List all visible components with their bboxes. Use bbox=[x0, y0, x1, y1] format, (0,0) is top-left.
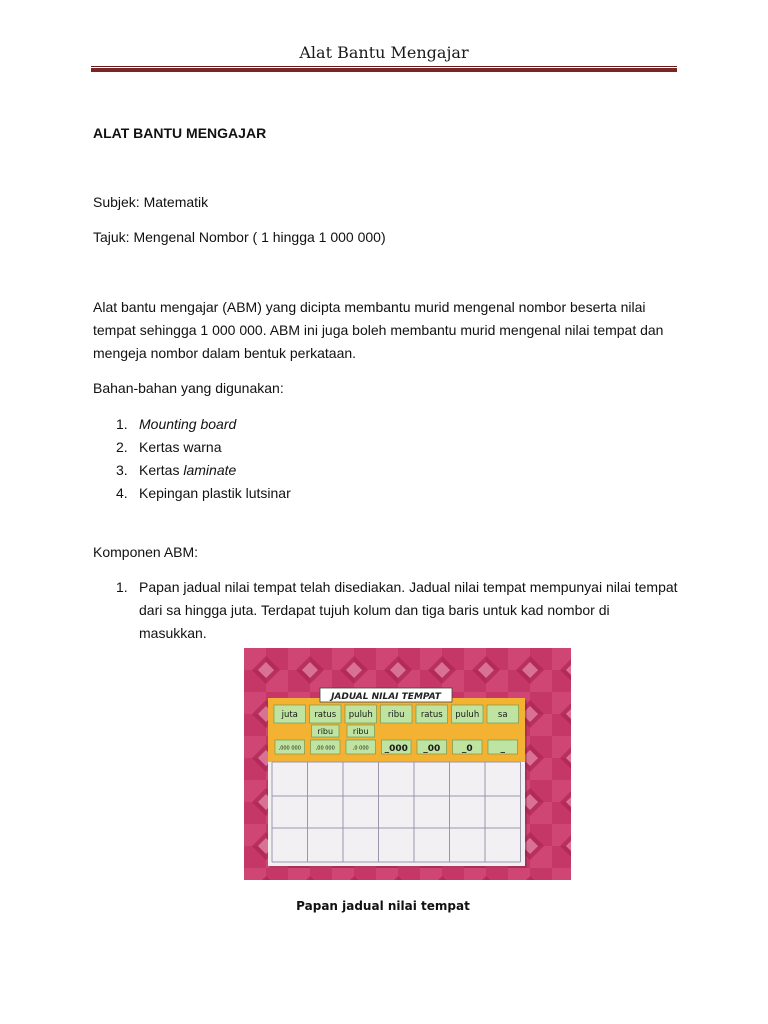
column-number-card: ,00 000 bbox=[315, 745, 335, 752]
intro-paragraph: Alat bantu mengajar (ABM) yang dicipta membantu murid mengenal nombor beserta nilai tempat sehingga 1 000 000. ABM ini juga boleh membantu murid mengenal nilai tempat dan mengeja nombor dalam bentuk perkataan. bbox=[93, 299, 664, 361]
list-text-italic: laminate bbox=[183, 462, 237, 478]
column-number-card: _000 bbox=[384, 744, 408, 754]
column-label: juta bbox=[281, 710, 298, 720]
column-label: ribu bbox=[387, 710, 405, 720]
column-label: puluh bbox=[455, 710, 480, 720]
list-text: Kepingan plastik lutsinar bbox=[139, 485, 291, 501]
list-number: 3. bbox=[116, 462, 128, 478]
photo-caption: Papan jadual nilai tempat bbox=[296, 899, 470, 913]
column-label: ratus bbox=[420, 710, 443, 720]
column-number-card: _0 bbox=[461, 744, 473, 754]
column-number-card: ,0 000 bbox=[352, 745, 369, 752]
list-number: 1. bbox=[116, 579, 128, 595]
components-label: Komponen ABM: bbox=[93, 544, 199, 560]
column-number-card: _00 bbox=[423, 744, 441, 754]
column-label: ratus bbox=[314, 710, 337, 720]
list-number: 4. bbox=[116, 485, 128, 501]
place-value-board-photo bbox=[244, 648, 571, 880]
column-sublabel: ribu bbox=[352, 727, 369, 736]
topic-line: Tajuk: Mengenal Nombor ( 1 hingga 1 000 000) bbox=[93, 229, 386, 245]
list-text: Kertas bbox=[139, 462, 184, 478]
column-sublabel: ribu bbox=[317, 727, 334, 736]
list-item bbox=[93, 459, 291, 482]
list-number: 2. bbox=[116, 439, 128, 455]
column-number-card: ,000 000 bbox=[278, 745, 301, 752]
list-item bbox=[93, 482, 291, 505]
banner-text: JADUAL NILAI TEMPAT bbox=[331, 692, 441, 702]
list-text: Kertas warna bbox=[139, 439, 222, 455]
place-value-column bbox=[310, 705, 342, 754]
list-text: Mounting board bbox=[139, 416, 237, 432]
list-item bbox=[93, 413, 291, 436]
page-header-title: Alat Bantu Mengajar bbox=[299, 43, 469, 62]
column-number-card: _ bbox=[500, 744, 505, 754]
header-rule-thin bbox=[91, 66, 677, 67]
header-rule-thick bbox=[91, 68, 677, 72]
list-item bbox=[93, 576, 679, 645]
document-heading: ALAT BANTU MENGAJAR bbox=[93, 125, 267, 141]
materials-list bbox=[93, 413, 291, 505]
list-text: Papan jadual nilai tempat telah disediakan. Jadual nilai tempat mempunyai nilai tempat dari sa hingga juta. Terdapat tujuh kolum dan tiga baris untuk kad nombor di masukkan. bbox=[139, 579, 678, 641]
materials-label: Bahan-bahan yang digunakan: bbox=[93, 380, 284, 396]
components-list bbox=[93, 576, 679, 645]
list-number: 1. bbox=[116, 416, 128, 432]
column-label: sa bbox=[497, 710, 508, 720]
column-label: puluh bbox=[348, 710, 373, 720]
subject-line: Subjek: Matematik bbox=[93, 194, 209, 210]
place-value-column bbox=[345, 705, 377, 754]
list-item bbox=[93, 436, 291, 459]
